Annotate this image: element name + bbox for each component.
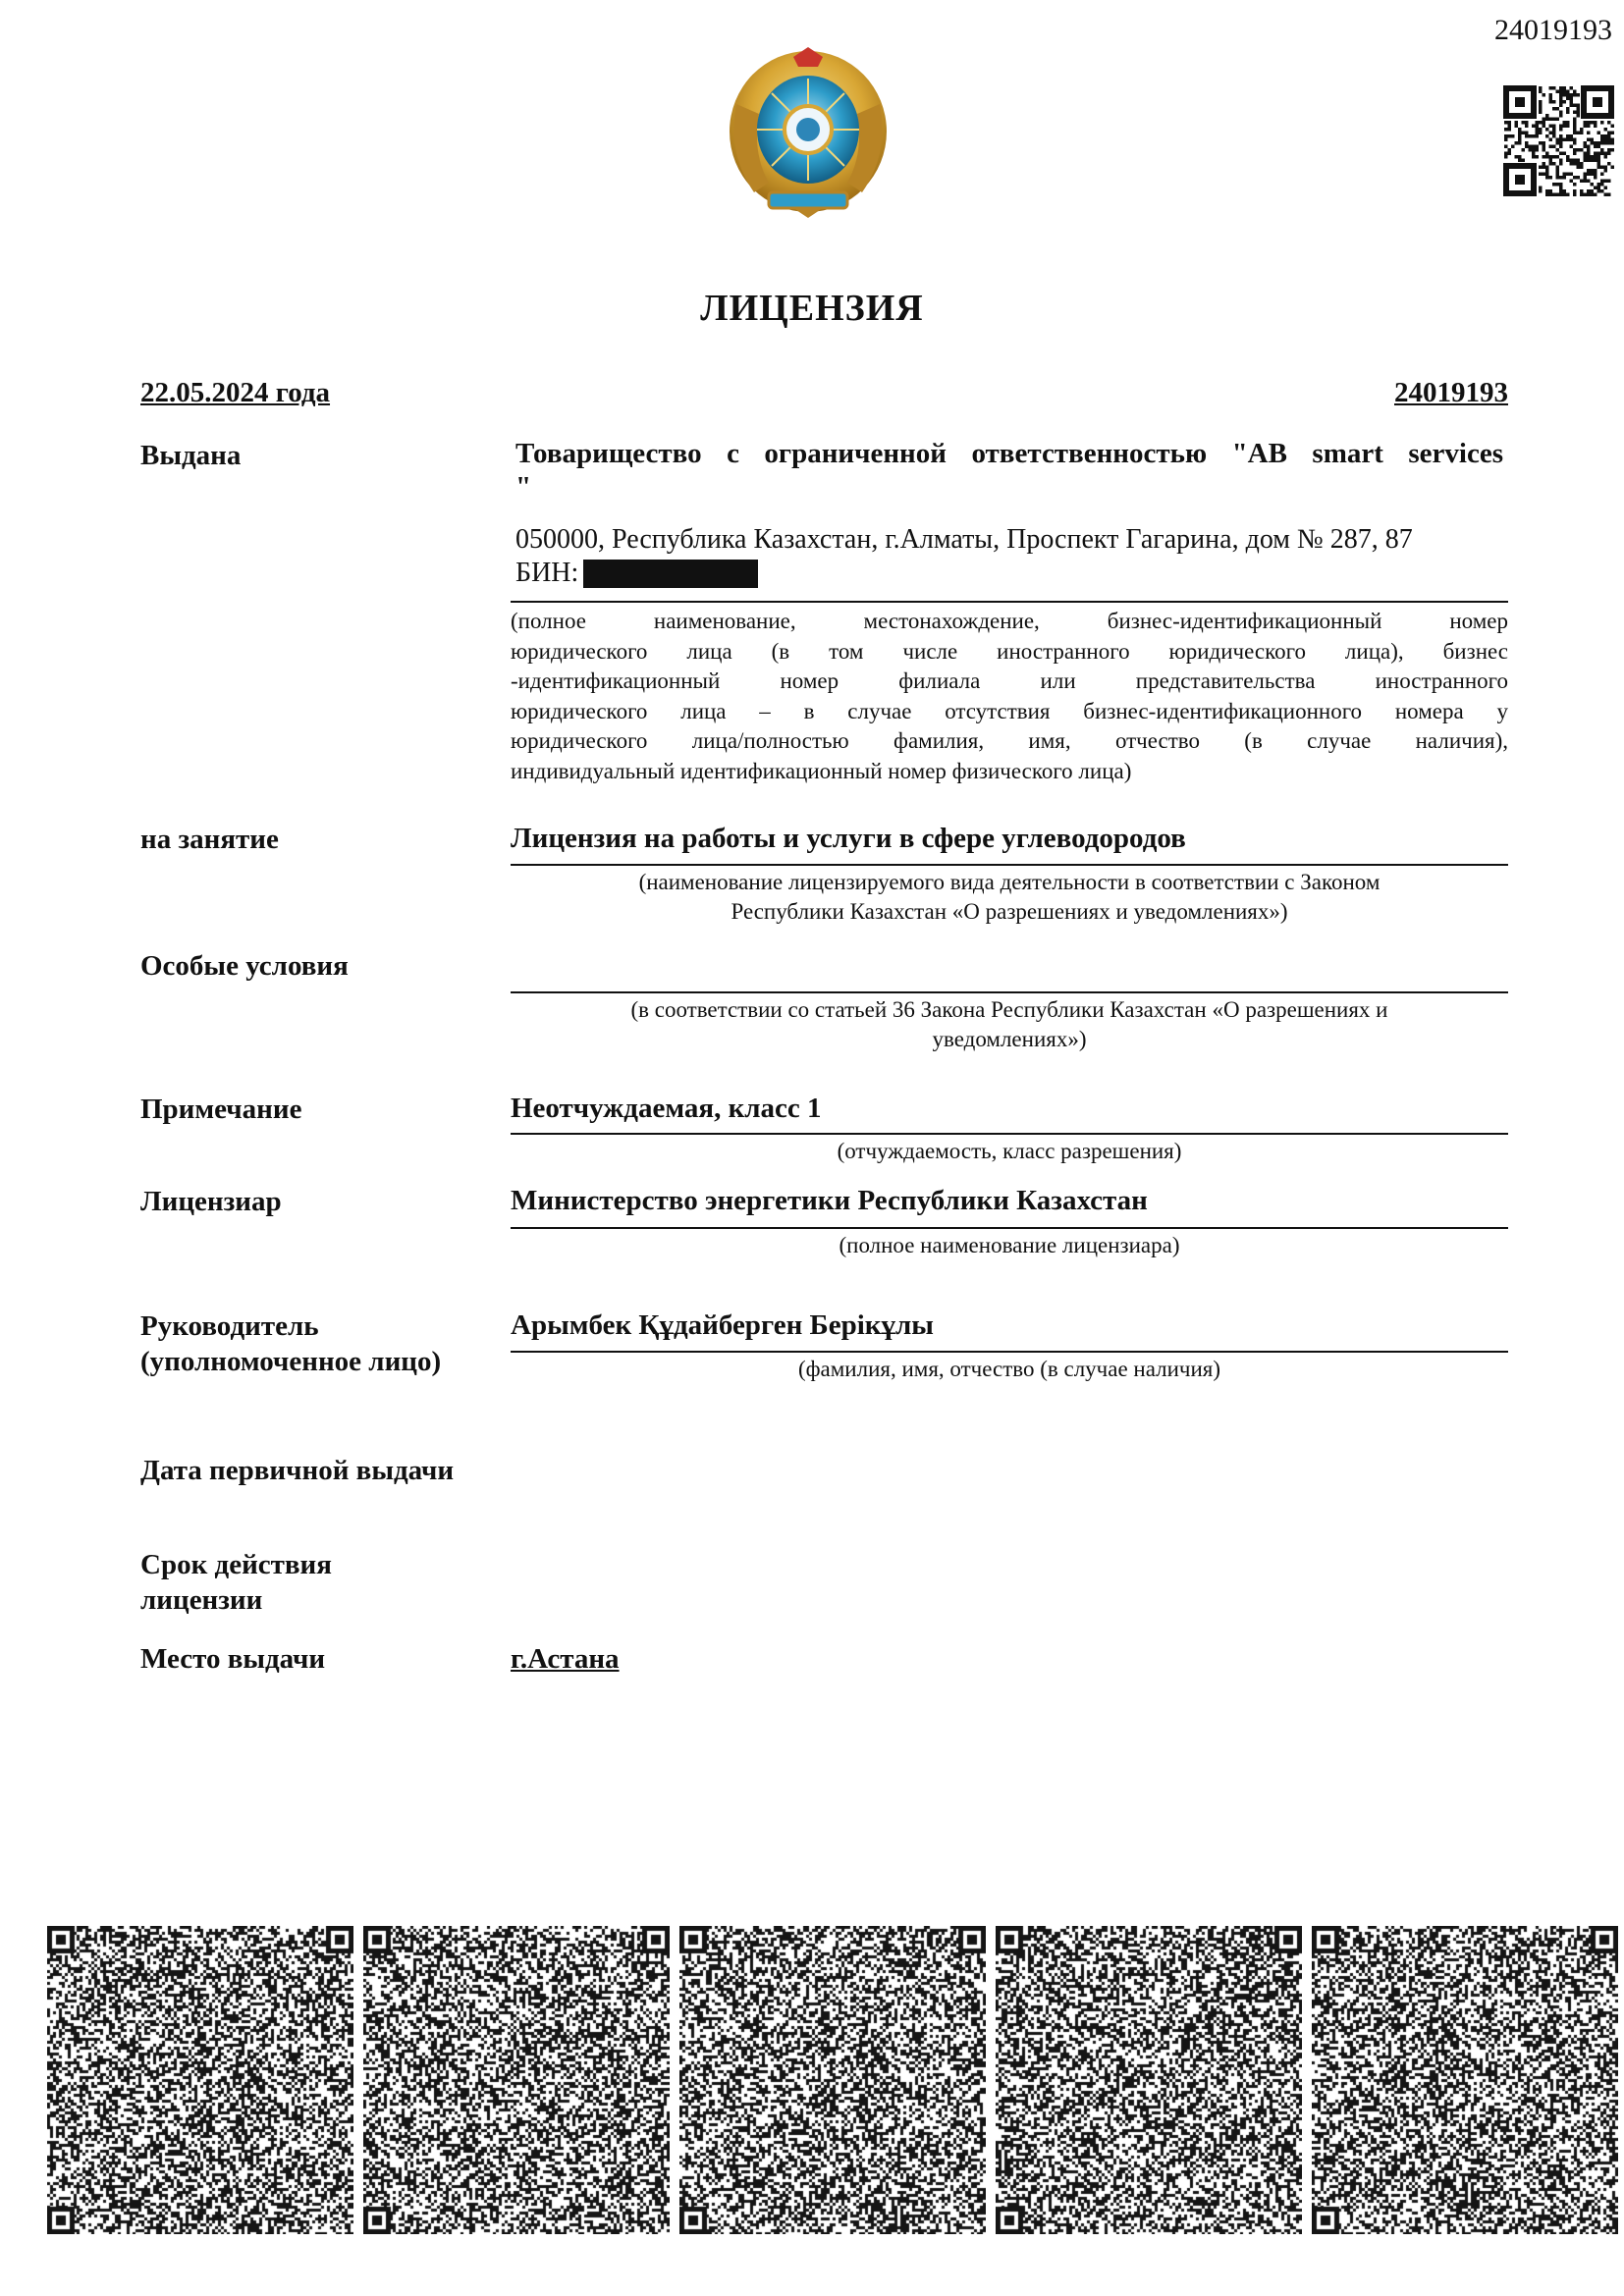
issued-rule [511,601,1508,603]
activity-rule [511,864,1508,866]
validity-label: Срок действия лицензии [140,1549,332,1616]
note-label: Примечание [140,1094,302,1125]
barcode-block-icon [996,1926,1302,2234]
note-caption: (отчуждаемость, класс разрешения) [837,1139,1182,1163]
license-date: 22.05.2024 года [140,377,331,408]
state-emblem-icon [725,45,892,220]
issued-label: Выдана [140,440,242,471]
bin-redaction [583,560,758,588]
barcode-block-icon [363,1926,670,2234]
licensor-rule [511,1227,1508,1229]
qr-code-icon [1502,84,1615,197]
activity-caption: (наименование лицензируемого вида деятельности в соответствии с Законом Республики Казахстан «О разрешениях и уведомлениях») [638,870,1380,924]
license-number: 24019193 [1394,377,1508,408]
barcode-block-icon [679,1926,986,2234]
place-label: Место выдачи [140,1643,326,1675]
activity-label: на занятие [140,824,279,855]
document-title: ЛИЦЕНЗИЯ [700,288,924,329]
licensor-value: Министерство энергетики Республики Казахстан [511,1185,1148,1216]
bin-label: БИН: [515,558,579,588]
special-conditions-caption: (в соответствии со статьей 36 Закона Республики Казахстан «О разрешениях и уведомлениях») [630,997,1388,1051]
issued-name-tail: " [515,471,532,503]
special-conditions-label: Особые условия [140,950,349,982]
barcode-block-icon [47,1926,353,2234]
first-issue-label: Дата первичной выдачи [140,1455,455,1486]
head-rule [511,1351,1508,1353]
activity-value: Лицензия на работы и услуги в сфере углеводородов [511,823,1186,854]
head-label: Руководитель (уполномоченное лицо) [140,1310,442,1377]
document-top-number: 24019193 [1494,14,1612,46]
licensor-label: Лицензиар [140,1186,282,1217]
place-value: г.Астана [511,1643,620,1675]
issued-name: Товарищество с ограниченной ответственностью "AB smart services [515,438,1503,469]
barcode-block-icon [1312,1926,1618,2234]
footer-barcode-strip [47,1926,1618,2238]
licensor-caption: (полное наименование лицензиара) [839,1233,1180,1257]
issued-caption: (полное наименование, местонахождение, бизнес-идентификационный номер юридического лица (в том числе иностранного юридического лица), бизнес -идентификационный номер филиала или представительства иностранного юридического лица – в случае отсутствия бизнес-идентификационного номера у юридического лица/полностью фамилия, имя, отчество (в случае наличия), индивидуальный идентификационный номер физического лица) [511,609,1508,783]
head-value: Арымбек Құдайберген Берікұлы [511,1309,934,1341]
note-value: Неотчуждаемая, класс 1 [511,1093,822,1124]
note-rule [511,1133,1508,1135]
head-caption: (фамилия, имя, отчество (в случае наличия) [797,1357,1221,1381]
special-conditions-rule [511,991,1508,993]
issued-address: 050000, Республика Казахстан, г.Алматы, Проспект Гагарина, дом № 287, 87 [515,524,1413,555]
